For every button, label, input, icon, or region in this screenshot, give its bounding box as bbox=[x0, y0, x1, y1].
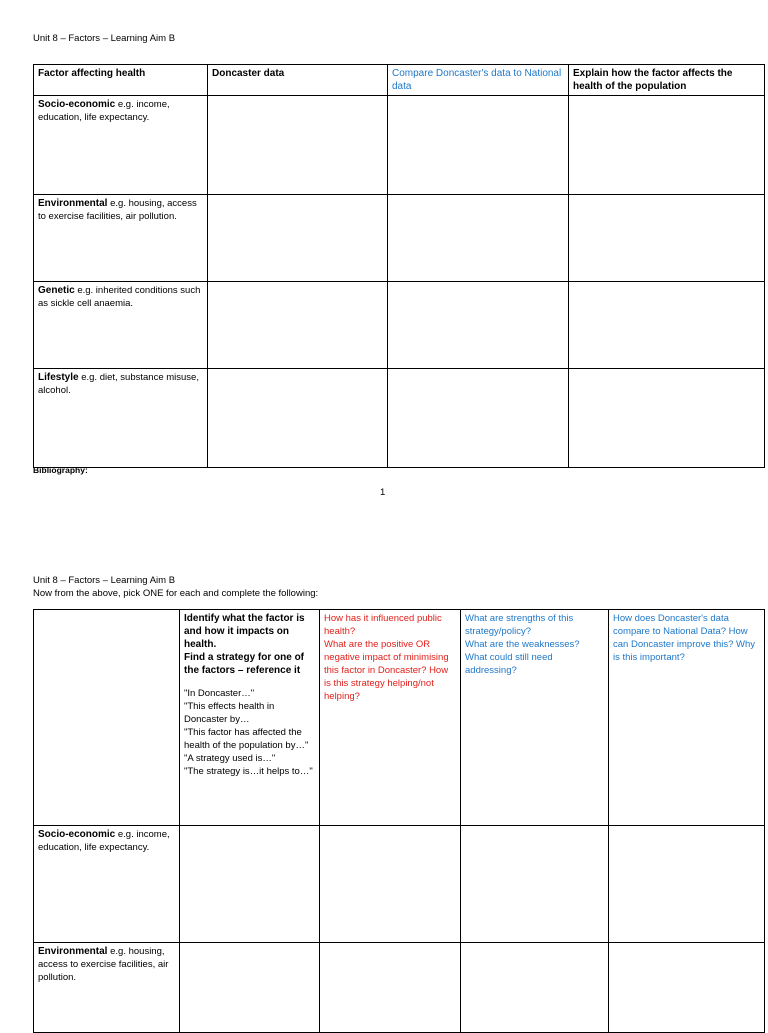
input-cell[interactable] bbox=[208, 195, 388, 282]
row-label-genetic bbox=[34, 282, 208, 369]
row-label-lifestyle bbox=[34, 369, 208, 468]
col-header-doncaster-data: Doncaster data bbox=[208, 65, 388, 96]
row-label-environmental bbox=[34, 195, 208, 282]
col-header-strengths bbox=[461, 610, 609, 826]
input-cell[interactable] bbox=[208, 282, 388, 369]
col-header-public-health bbox=[320, 610, 461, 826]
row-desc: e.g. income, education, life expectancy. bbox=[38, 99, 170, 123]
input-cell[interactable] bbox=[569, 195, 765, 282]
row-title: Environmental bbox=[38, 198, 108, 209]
public-health-header-text: How has it influenced public health? What are the positive OR negative impact of minimising this factor in Doncaster? How is this strategy helping/not helping? bbox=[324, 613, 449, 702]
input-cell[interactable] bbox=[569, 369, 765, 468]
page2-header: Unit 8 – Factors – Learning Aim B bbox=[33, 575, 176, 586]
row-title: Genetic bbox=[38, 285, 75, 296]
strategy-table bbox=[33, 609, 765, 1033]
input-cell[interactable] bbox=[208, 96, 388, 195]
strengths-header-text: What are strengths of this strategy/policy? What are the weaknesses? What could still need addressing? bbox=[465, 613, 580, 676]
col-header-explain: Explain how the factor affects the health of the population bbox=[569, 65, 765, 96]
input-cell[interactable] bbox=[208, 369, 388, 468]
sentence-starter: "A strategy used is…" bbox=[184, 753, 276, 764]
page-number: 1 bbox=[380, 487, 386, 498]
input-cell[interactable] bbox=[388, 96, 569, 195]
row-desc: e.g. inherited conditions such as sickle cell anaemia. bbox=[38, 285, 201, 309]
input-cell[interactable] bbox=[609, 826, 765, 943]
col-header-factor: Factor affecting health bbox=[34, 65, 208, 96]
page2-subheader: Now from the above, pick ONE for each and complete the following: bbox=[33, 588, 319, 599]
row-label-socio-economic bbox=[34, 96, 208, 195]
input-cell[interactable] bbox=[461, 943, 609, 1033]
sentence-starter: "The strategy is…it helps to…" bbox=[184, 766, 313, 777]
sentence-starter: "This factor has affected the health of the population by…" bbox=[184, 727, 309, 751]
empty-corner-cell bbox=[34, 610, 180, 826]
row-label-socio-economic bbox=[34, 826, 180, 943]
row-title: Socio-economic bbox=[38, 829, 116, 840]
col-header-compare-national bbox=[609, 610, 765, 826]
input-cell[interactable] bbox=[609, 943, 765, 1033]
input-cell[interactable] bbox=[461, 826, 609, 943]
sentence-starter: "This effects health in Doncaster by… bbox=[184, 701, 275, 725]
sentence-starter: "In Doncaster…" bbox=[184, 688, 255, 699]
input-cell[interactable] bbox=[569, 282, 765, 369]
input-cell[interactable] bbox=[320, 943, 461, 1033]
input-cell[interactable] bbox=[388, 369, 569, 468]
row-label-environmental bbox=[34, 943, 180, 1033]
row-title: Environmental bbox=[38, 946, 108, 957]
row-title: Socio-economic bbox=[38, 99, 116, 110]
row-desc: e.g. housing, access to exercise facilities, air pollution. bbox=[38, 946, 169, 983]
input-cell[interactable] bbox=[180, 943, 320, 1033]
bibliography-label: Bibliography: bbox=[33, 465, 88, 475]
input-cell[interactable] bbox=[180, 826, 320, 943]
page1-header: Unit 8 – Factors – Learning Aim B bbox=[33, 33, 176, 44]
input-cell[interactable] bbox=[320, 826, 461, 943]
col-header-identify bbox=[180, 610, 320, 826]
col-header-compare: Compare Doncaster's data to National data bbox=[388, 65, 569, 96]
row-desc: e.g. diet, substance misuse, alcohol. bbox=[38, 372, 199, 396]
row-title: Lifestyle bbox=[38, 372, 79, 383]
compare-header-text: How does Doncaster's data compare to National Data? How can Doncaster improve this? Why is this important? bbox=[613, 613, 756, 663]
input-cell[interactable] bbox=[388, 195, 569, 282]
row-desc: e.g. housing, access to exercise facilities, air pollution. bbox=[38, 198, 197, 222]
row-desc: e.g. income, education, life expectancy. bbox=[38, 829, 170, 853]
identify-header-text: Identify what the factor is and how it impacts on health. Find a strategy for one of the factors – reference it bbox=[184, 613, 305, 676]
sentence-starters bbox=[184, 687, 315, 778]
input-cell[interactable] bbox=[569, 96, 765, 195]
factors-table bbox=[33, 64, 765, 468]
input-cell[interactable] bbox=[388, 282, 569, 369]
